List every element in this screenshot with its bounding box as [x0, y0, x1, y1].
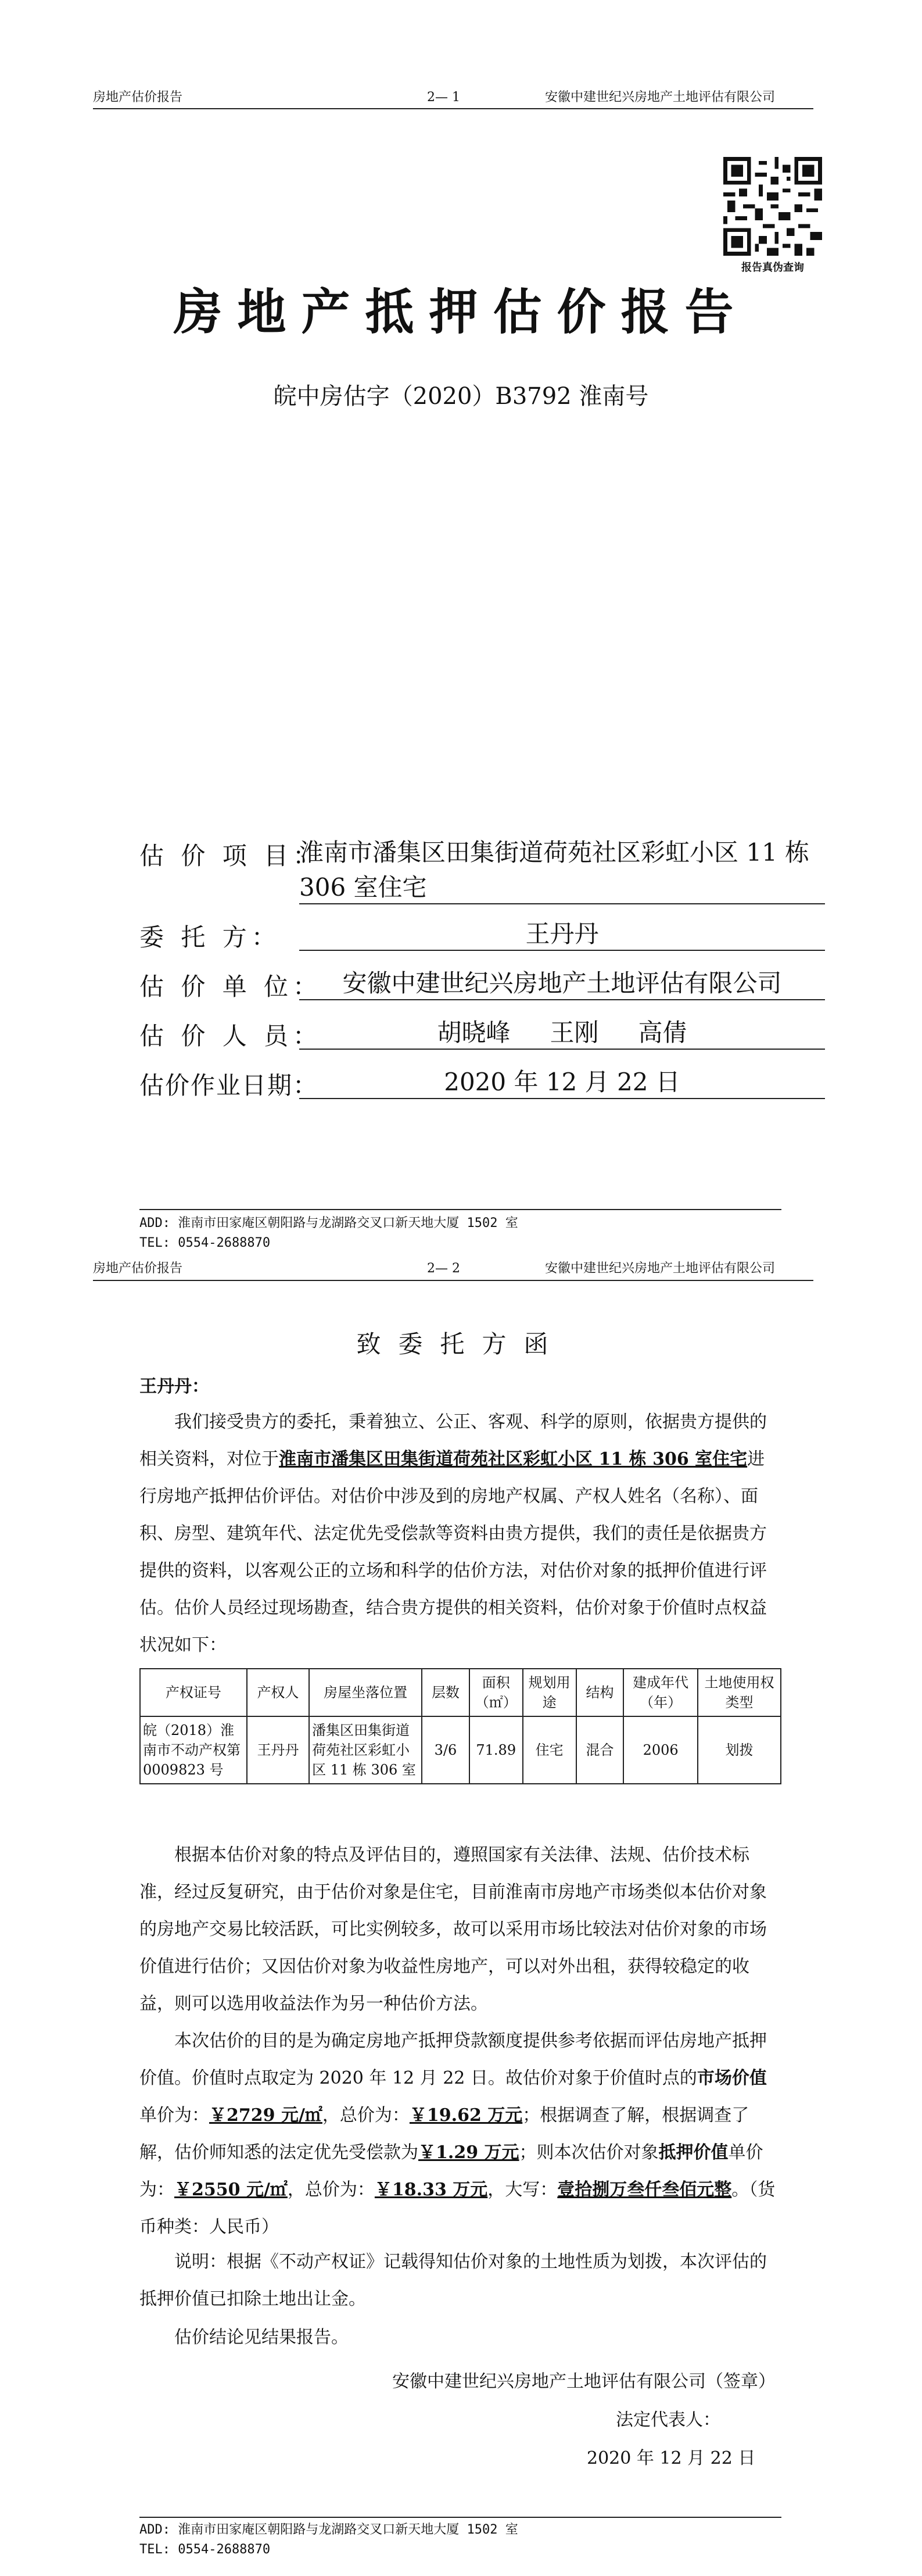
letter-page: [0, 1255, 922, 2576]
footer-rule: [139, 2517, 781, 2518]
date-label: 估价作业日期：: [139, 1071, 319, 1100]
cell-location: 潘集区田集街道荷苑社区彩虹小区 11 栋 306 室: [309, 1716, 422, 1784]
report-title: 房地产抵押估价报告: [173, 283, 749, 341]
unit-label: 估 价 单 位：: [139, 972, 322, 1001]
footer-address: ADD: 淮南市田家庵区朝阳路与龙湖路交叉口新天地大厦 1502 室: [139, 2523, 518, 2537]
cell-land-type: 划拨: [698, 1716, 781, 1784]
cell-structure: 混合: [576, 1716, 624, 1784]
valuation-text: 。（货币种类：人民币）: [139, 2180, 776, 2237]
valuation-text: 单价为：: [139, 2105, 209, 2126]
paragraph-valuation: [139, 2023, 779, 2246]
appraisers-value: [299, 1017, 825, 1050]
column-header: 房屋坐落位置: [309, 1669, 422, 1716]
signature-company: 安徽中建世纪兴房地产土地评估有限公司（签章）: [392, 2371, 776, 2392]
column-header: 产权证号: [140, 1669, 247, 1716]
column-header: 层数: [422, 1669, 469, 1716]
appraiser-name: 胡晓峰: [437, 1018, 511, 1047]
client-row: [139, 918, 825, 953]
column-header: 土地使用权类型: [698, 1669, 781, 1716]
qr-caption: 报告真伪查询: [741, 262, 804, 274]
mortgage-value-label: 抵押价值: [658, 2142, 729, 2163]
header-left: 房地产估价报告: [93, 1261, 183, 1276]
qr-code-icon[interactable]: [723, 157, 822, 256]
paragraph-inspection: 估价人员经过现场勘查，结合贵方提供的相关资料，估价对象于价值时点权益状况如下：: [139, 1598, 767, 1655]
client-label: 委 托 方：: [139, 923, 281, 951]
market-value-label: 市场价值: [697, 2068, 767, 2088]
cell-floors: 3/6: [422, 1716, 469, 1784]
page-footer: [139, 2520, 518, 2560]
cell-use: 住宅: [523, 1716, 576, 1784]
valuation-text: ；则本次估价对象: [519, 2142, 659, 2163]
header-page-number: 2— 2: [427, 1261, 460, 1276]
unit-row: [139, 968, 825, 1003]
valuation-text: ；根据调查了解，根据调查了解，估价师知悉的法定优先受偿款为: [139, 2105, 749, 2163]
client-value: 王丹丹: [299, 918, 825, 951]
footer-telephone: TEL: 0554-2688870: [139, 2542, 271, 2557]
intro-text: 我们接受贵方的委托，秉着独立、公正、客观、科学的原则，依据贵方提供的相关资料，对位于: [139, 1412, 767, 1469]
paragraph-method: 根据本估价对象的特点及评估目的，遵照国家有关法律、法规、估价技术标准，经过反复研究，由于估价对象是住宅，目前淮南市房地产市场类似本估价对象的房地产交易比较活跃，可比实例较多，故可以采用市场比较法对估价对象的市场价值进行估价；又因估价对象为收益性房地产，可以对外出租，获得较稳定的收益，则可以选用收益法作为另一种估价方法。: [139, 1845, 767, 2014]
footer-telephone: TEL: 0554-2688870: [139, 1236, 271, 1250]
property-address: 淮南市潘集区田集街道荷苑社区彩虹小区 11 栋 306 室住宅: [279, 1449, 748, 1469]
paragraph-conclusion: 估价结论见结果报告。: [174, 2327, 349, 2348]
header-left: 房地产估价报告: [93, 90, 183, 105]
valuation-text: ，总价为：: [287, 2180, 375, 2200]
footer-rule: [139, 1209, 781, 1210]
cell-area: 71.89: [469, 1716, 523, 1784]
addressee: 王丹丹：: [139, 1376, 209, 1397]
priority-claim: ￥1.29 万元: [418, 2142, 519, 2163]
header-rule: [93, 1280, 813, 1281]
page-footer: [139, 1214, 518, 1253]
column-header: 规划用途: [523, 1669, 576, 1716]
market-total-price: ￥19.62 万元: [409, 2105, 523, 2126]
signature-representative: 法定代表人：: [616, 2410, 720, 2430]
report-cover-page: [0, 0, 922, 1255]
qr-code-block[interactable]: [720, 157, 825, 274]
unit-value: 安徽中建世纪兴房地产土地评估有限公司: [299, 968, 825, 1000]
paragraph-note: 说明：根据《不动产权证》记载得知估价对象的土地性质为划拨，本次评估的抵押价值已扣除土地出让金。: [139, 2252, 767, 2309]
table-header-row: [140, 1669, 781, 1716]
column-header: 建成年代（年）: [623, 1669, 698, 1716]
column-header: 结构: [576, 1669, 624, 1716]
letter-title: 致委托方函: [356, 1330, 566, 1358]
mortgage-total-capital: 壹拾捌万叁仟叁佰元整: [557, 2180, 732, 2200]
document-number: 皖中房估字（2020）B3792 淮南号: [273, 383, 649, 410]
project-value-line1: 淮南市潘集区田集街道荷苑社区彩虹小区 11 栋: [299, 838, 810, 867]
project-row: [139, 837, 825, 907]
date-row: [139, 1067, 825, 1101]
cell-year: 2006: [623, 1716, 698, 1784]
column-header: 面积（㎡）: [469, 1669, 523, 1716]
header-rule: [93, 108, 813, 109]
valuation-text: ，大写：: [487, 2180, 558, 2200]
project-value-line2: 306 室住宅: [299, 872, 825, 904]
intro-text-cont: 进行房地产抵押估价评估。对估价中涉及到的房地产权属、产权人姓名（名称）、面积、房型、建筑年代、法定优先受偿款等资料由贵方提供，我们的责任是依据贵方提供的资料，以客观公正的立场和科学的估价方法，对估价对象的抵押价值进行评估。: [139, 1449, 767, 1618]
header-company: 安徽中建世纪兴房地产土地评估有限公司: [545, 90, 776, 105]
cell-owner: 王丹丹: [247, 1716, 309, 1784]
date-value: 2020 年 12 月 22 日: [299, 1067, 825, 1099]
appraisers-label: 估 价 人 员：: [139, 1022, 322, 1050]
footer-address: ADD: 淮南市田家庵区朝阳路与龙湖路交叉口新天地大厦 1502 室: [139, 1216, 518, 1230]
appraiser-name: 高倩: [638, 1018, 687, 1047]
mortgage-unit-price: ￥2550 元/㎡: [174, 2180, 288, 2200]
header-page-number: 2— 1: [427, 90, 460, 105]
table-row: [140, 1716, 781, 1784]
valuation-text: 单价为：: [139, 2142, 763, 2200]
column-header: 产权人: [247, 1669, 309, 1716]
valuation-text: ，总价为：: [322, 2105, 410, 2126]
appraisers-row: [139, 1017, 825, 1052]
mortgage-total-price: ￥18.33 万元: [374, 2180, 488, 2200]
market-unit-price: ￥2729 元/㎡: [209, 2105, 322, 2126]
appraiser-name: 王刚: [550, 1018, 599, 1047]
cell-certificate-no: 皖（2018）淮南市不动产权第 0009823 号: [140, 1716, 247, 1784]
property-table: [139, 1668, 781, 1784]
project-label: 估 价 项 目：: [139, 842, 322, 870]
valuation-text: 本次估价的目的是为确定房地产抵押贷款额度提供参考依据而评估房地产抵押价值。价值时点取定为 2020 年 12 月 22 日。故估价对象于价值时点的: [139, 2031, 767, 2088]
header-company: 安徽中建世纪兴房地产土地评估有限公司: [545, 1261, 776, 1276]
signature-date: 2020 年 12 月 22 日: [587, 2448, 756, 2468]
